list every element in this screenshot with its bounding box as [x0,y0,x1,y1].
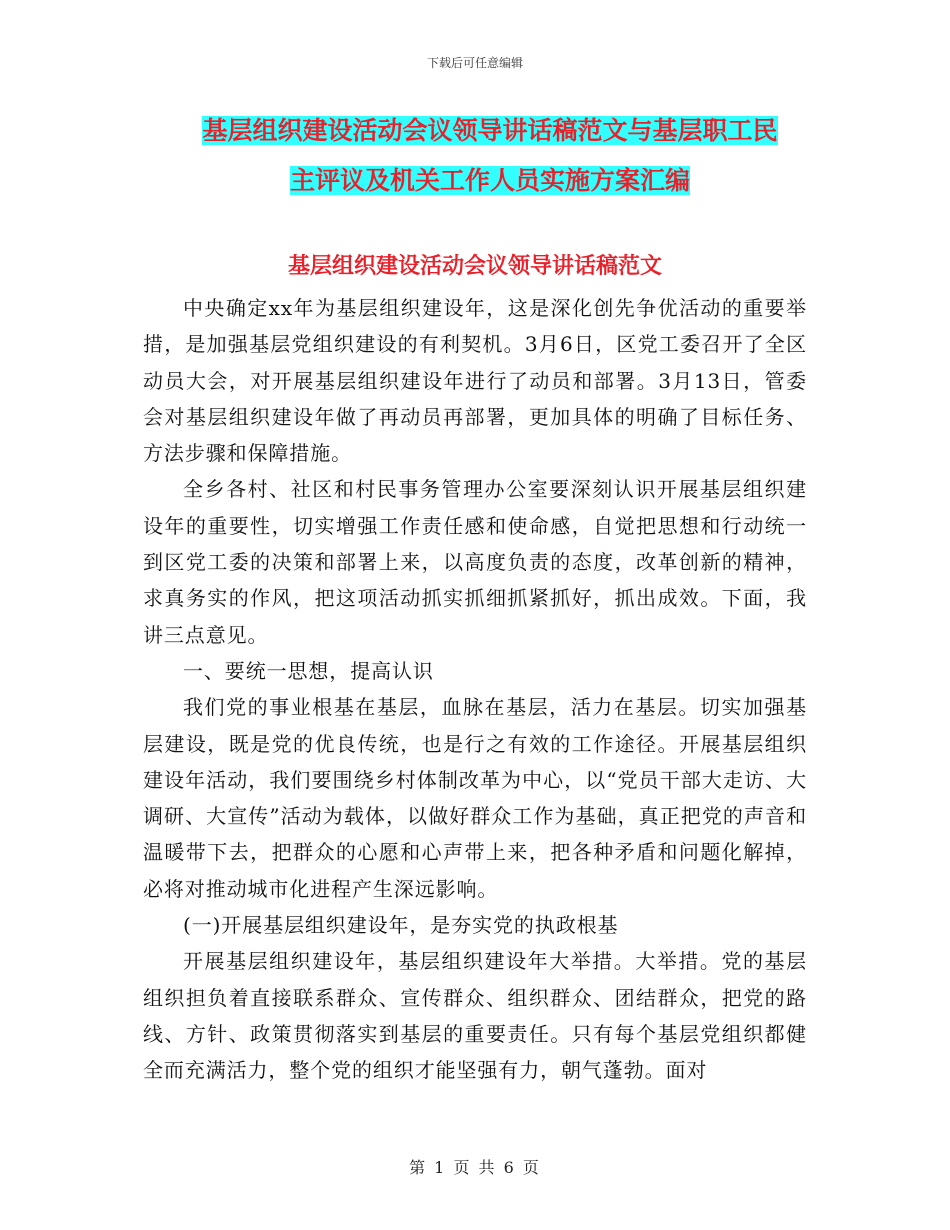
paragraph: 我们党的事业根基在基层，血脉在基层，活力在基层。切实加强基层建设，既是党的优良传统，也是行之有效的工作途径。开展基层组织建设年活动，我们要围绕乡村体制改革为中心，以“党员干部大走访、大调研、大宣传”活动为载体，以做好群众工作为基础，真正把党的声音和温暖带下去，把群众的心愿和心声带上来，把各种矛盾和问题化解掉，必将对推动城市化进程产生深远影响。 [143,695,807,901]
body-text [143,290,807,1089]
subheading-1: (一)开展基层组织建设年，是夯实党的执政根基 [183,913,619,938]
paragraph: 中央确定xx年为基层组织建设年，这是深化创先争优活动的重要举措，是加强基层党组织建设的有利契机。3月6日，区党工委召开了全区动员大会，对开展基层组织建设年进行了动员和部署。3月13日，管委会对基层组织建设年做了再动员再部署，更加具体的明确了目标任务、方法步骤和保障措施。 [143,296,807,466]
page-footer: 第 1 页 共 6 页 [409,1158,541,1177]
heading-point-1: 一、要统一思想，提高认识 [183,658,434,683]
section-title: 基层组织建设活动会议领导讲话稿范文 [287,254,662,279]
paragraph: 全乡各村、社区和村民事务管理办公室要深刻认识开展基层组织建设年的重要性，切实增强工作责任感和使命感，自觉把思想和行动统一到区党工委的决策和部署上来，以高度负责的态度，改革创新的精神，求真务实的作风，把这项活动抓实抓细抓紧抓好，抓出成效。下面，我讲三点意见。 [143,477,807,647]
paragraph: 开展基层组织建设年，基层组织建设年大举措。大举措。党的基层组织担负着直接联系群众、宣传群众、组织群众、团结群众，把党的路线、方针、政策贯彻落实到基层的重要责任。只有每个基层党组织都健全而充满活力，整个党的组织才能坚强有力，朝气蓬勃。面对 [143,949,807,1083]
document-title-line-1: 基层组织建设活动会议领导讲话稿范文与基层职工民 [202,116,778,145]
document-title-line-2: 主评议及机关工作人员实施方案汇编 [289,166,690,195]
header-note: 下载后可任意编辑 [426,56,523,70]
document-title [150,106,830,206]
